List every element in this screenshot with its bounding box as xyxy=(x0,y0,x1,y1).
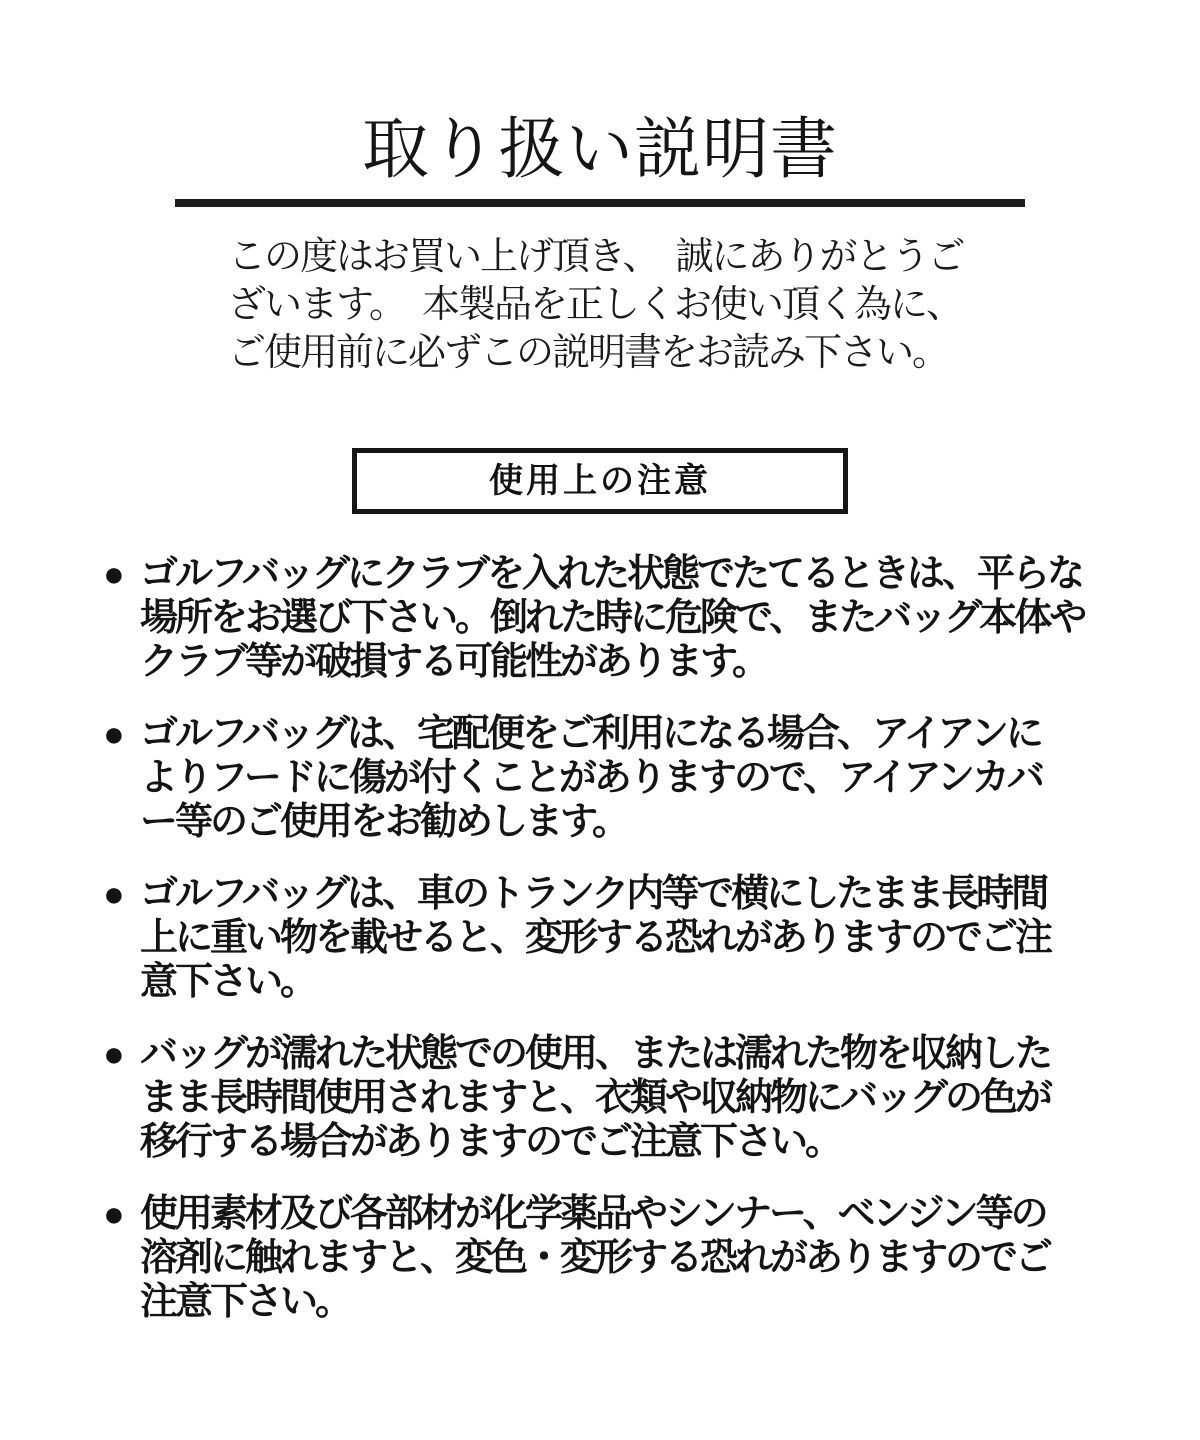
caution-line: 移行する場合がありますのでご注意下さい。 xyxy=(140,1121,841,1163)
caution-line: ゴルフバッグは、宅配便をご利用になる場合、アイアンに xyxy=(140,713,1041,755)
caution-text xyxy=(140,552,1145,684)
usage-caution-heading: 使用上の注意 xyxy=(489,462,711,500)
caution-line: バッグが濡れた状態での使用、または濡れた物を収納した xyxy=(140,1033,1051,1075)
caution-line: まま長時間使用されますと、衣類や収納物にバッグの色が xyxy=(140,1077,1051,1119)
caution-line: よりフードに傷が付くことがありますので、アイアンカバ xyxy=(140,757,1043,799)
caution-item-delivery-service xyxy=(103,712,1145,844)
caution-line: 場所をお選び下さい。倒れた時に危険で、またバッグ本体や xyxy=(140,597,1085,639)
bullet-icon: ● xyxy=(103,713,125,754)
caution-text xyxy=(140,712,1145,844)
caution-line: ゴルフバッグにクラブを入れた状態でたてるときは、平らな xyxy=(140,553,1082,595)
caution-line: 注意下さい。 xyxy=(140,1281,351,1323)
intro-paragraph xyxy=(228,233,1200,377)
bullet-icon: ● xyxy=(103,873,125,914)
bullet-icon: ● xyxy=(103,553,125,594)
caution-item-wet-bag xyxy=(103,1032,1145,1164)
caution-line: ゴルフバッグは、車のトランク内等で横にしたまま長時間 xyxy=(140,873,1047,915)
intro-line: ざいます。 本製品を正しくお使い頂く為に、 xyxy=(228,284,962,326)
caution-line: 使用素材及び各部材が化学薬品やシンナー、ベンジン等の xyxy=(140,1193,1046,1235)
intro-line: この度はお買い上げ頂き、 誠にありがとうご xyxy=(228,236,964,278)
page-title: 取り扱い説明書 xyxy=(362,112,838,187)
caution-text xyxy=(140,1032,1145,1164)
caution-item-chemicals xyxy=(103,1192,1145,1324)
intro-line: ご使用前に必ずこの説明書をお読み下さい。 xyxy=(228,332,949,374)
usage-caution-heading-box xyxy=(352,448,848,514)
caution-line: ー等のご使用をお勧めします。 xyxy=(140,801,627,843)
bullet-icon: ● xyxy=(103,1033,125,1074)
caution-line: 上に重い物を載せると、変形する恐れがありますのでご注 xyxy=(140,917,1051,959)
caution-line: クラブ等が破損する可能性があります。 xyxy=(140,641,767,683)
caution-line: 意下さい。 xyxy=(140,961,316,1003)
bullet-icon: ● xyxy=(103,1193,125,1234)
caution-text xyxy=(140,872,1145,1004)
caution-item-standing-bag xyxy=(103,552,1145,684)
title-underline xyxy=(175,199,1025,207)
caution-text xyxy=(140,1192,1145,1324)
caution-item-car-trunk xyxy=(103,872,1145,1004)
caution-list xyxy=(103,552,1145,1324)
caution-line: 溶剤に触れますと、変色・変形する恐れがありますのでご xyxy=(140,1237,1051,1279)
